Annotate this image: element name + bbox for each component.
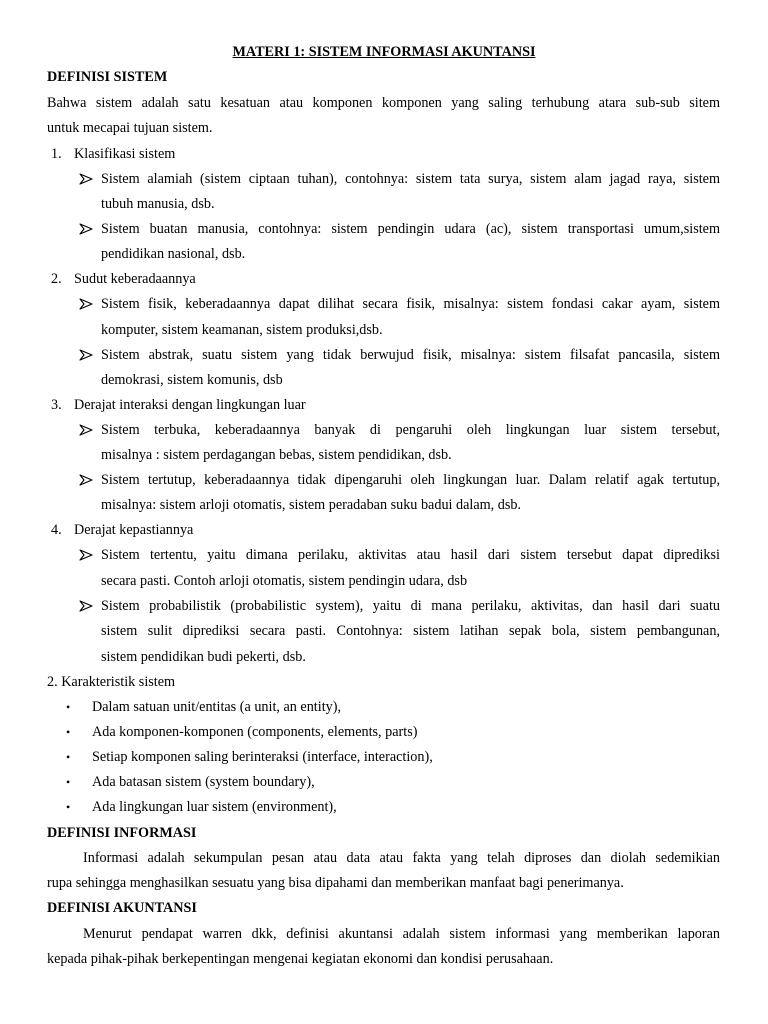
paragraph-line: Informasi adalah sekumpulan pesan atau data atau fakta yang telah diproses dan diolah sedemikian xyxy=(83,850,720,866)
heading-definisi-informasi: DEFINISI INFORMASI xyxy=(47,825,197,841)
sub-item-line: pendidikan nasional, dsb. xyxy=(101,246,246,262)
arrow-bullet-icon xyxy=(79,474,93,486)
sub-item-line: tubuh manusia, dsb. xyxy=(101,196,215,212)
sub-item-line: Sistem alamiah (sistem ciptaan tuhan), contohnya: sistem tata surya, sistem alam jagad raya, sistem xyxy=(101,171,720,187)
arrow-bullet-icon xyxy=(79,173,93,185)
list-item-label: Derajat interaksi dengan lingkungan luar xyxy=(74,397,306,413)
heading-definisi-akuntansi: DEFINISI AKUNTANSI xyxy=(47,900,197,916)
bullet-icon: • xyxy=(66,800,71,814)
sub-item-line: komputer, sistem keamanan, sistem produksi,dsb. xyxy=(101,322,383,338)
heading-definisi-sistem: DEFINISI SISTEM xyxy=(47,69,168,85)
bullet-icon: • xyxy=(66,700,71,714)
sub-item-line: demokrasi, sistem komunis, dsb xyxy=(101,372,283,388)
sub-item-line: Sistem tertentu, yaitu dimana perilaku, aktivitas atau hasil dari sistem tersebut dapat diprediksi xyxy=(101,547,720,563)
sub-item-line: Sistem buatan manusia, contohnya: sistem pendingin udara (ac), sistem transportasi umum,sistem xyxy=(101,221,720,237)
section-label: 2. Karakteristik sistem xyxy=(47,674,176,690)
sub-item-line: misalnya: sistem arloji otomatis, sistem peradaban suku badui dalam, dsb. xyxy=(101,497,522,513)
bullet-item: Dalam satuan unit/entitas (a unit, an entity), xyxy=(92,699,342,715)
sub-item-line: Sistem abstrak, suatu sistem yang tidak berwujud fisik, misalnya: sistem filsafat pancasila, sistem xyxy=(101,347,720,363)
paragraph-line: rupa sehingga menghasilkan sesuatu yang bisa dipahami dan memberikan manfaat bagi penerimanya. xyxy=(47,875,624,891)
bullet-item: Ada lingkungan luar sistem (environment), xyxy=(92,799,337,815)
bullet-item: Ada komponen-komponen (components, elements, parts) xyxy=(92,724,418,740)
list-item-label: Sudut keberadaannya xyxy=(74,271,196,287)
arrow-bullet-icon xyxy=(79,600,93,612)
arrow-bullet-icon xyxy=(79,298,93,310)
list-item-label: Klasifikasi sistem xyxy=(74,146,176,162)
paragraph-line: Bahwa sistem adalah satu kesatuan atau komponen komponen yang saling terhubung atara sub-sub sitem xyxy=(47,95,720,111)
sub-item-line: secara pasti. Contoh arloji otomatis, sistem pendingin udara, dsb xyxy=(101,573,468,589)
arrow-bullet-icon xyxy=(79,549,93,561)
bullet-icon: • xyxy=(66,775,71,789)
sub-item-line: sistem pendidikan budi pekerti, dsb. xyxy=(101,649,306,665)
paragraph-line: Menurut pendapat warren dkk, definisi akuntansi adalah sistem informasi yang memberikan laporan xyxy=(83,926,720,942)
paragraph-line: kepada pihak-pihak berkepentingan mengenai kegiatan ekonomi dan kondisi perusahaan. xyxy=(47,951,554,967)
sub-item-line: Sistem tertutup, keberadaannya tidak dipengaruhi oleh lingkungan luar. Dalam relatif agak tertutup, xyxy=(101,472,720,488)
bullet-item: Setiap komponen saling berinteraksi (interface, interaction), xyxy=(92,749,433,765)
arrow-bullet-icon xyxy=(79,223,93,235)
sub-item-line: misalnya : sistem perdagangan bebas, sistem pendidikan, dsb. xyxy=(101,447,452,463)
sub-item-line: sistem sulit diprediksi secara pasti. Contohnya: sistem latihan sepak bola, sistem pembangunan, xyxy=(101,623,720,639)
list-number: 3. xyxy=(51,397,62,413)
bullet-icon: • xyxy=(66,750,71,764)
bullet-item: Ada batasan sistem (system boundary), xyxy=(92,774,315,790)
list-number: 1. xyxy=(51,146,62,162)
list-number: 2. xyxy=(51,271,62,287)
arrow-bullet-icon xyxy=(79,424,93,436)
list-number: 4. xyxy=(51,522,62,538)
bullet-icon: • xyxy=(66,725,71,739)
page-title: MATERI 1: SISTEM INFORMASI AKUNTANSI xyxy=(232,44,536,60)
arrow-bullet-icon xyxy=(79,349,93,361)
sub-item-line: Sistem fisik, keberadaannya dapat dilihat secara fisik, misalnya: sistem fondasi cakar ayam, sistem xyxy=(101,296,720,312)
list-item-label: Derajat kepastiannya xyxy=(74,522,194,538)
sub-item-line: Sistem terbuka, keberadaannya banyak di pengaruhi oleh lingkungan luar sistem tersebut, xyxy=(101,422,720,438)
paragraph-line: untuk mecapai tujuan sistem. xyxy=(47,120,213,136)
sub-item-line: Sistem probabilistik (probabilistic system), yaitu di mana perilaku, aktivitas, dan hasil dari suatu xyxy=(101,598,720,614)
